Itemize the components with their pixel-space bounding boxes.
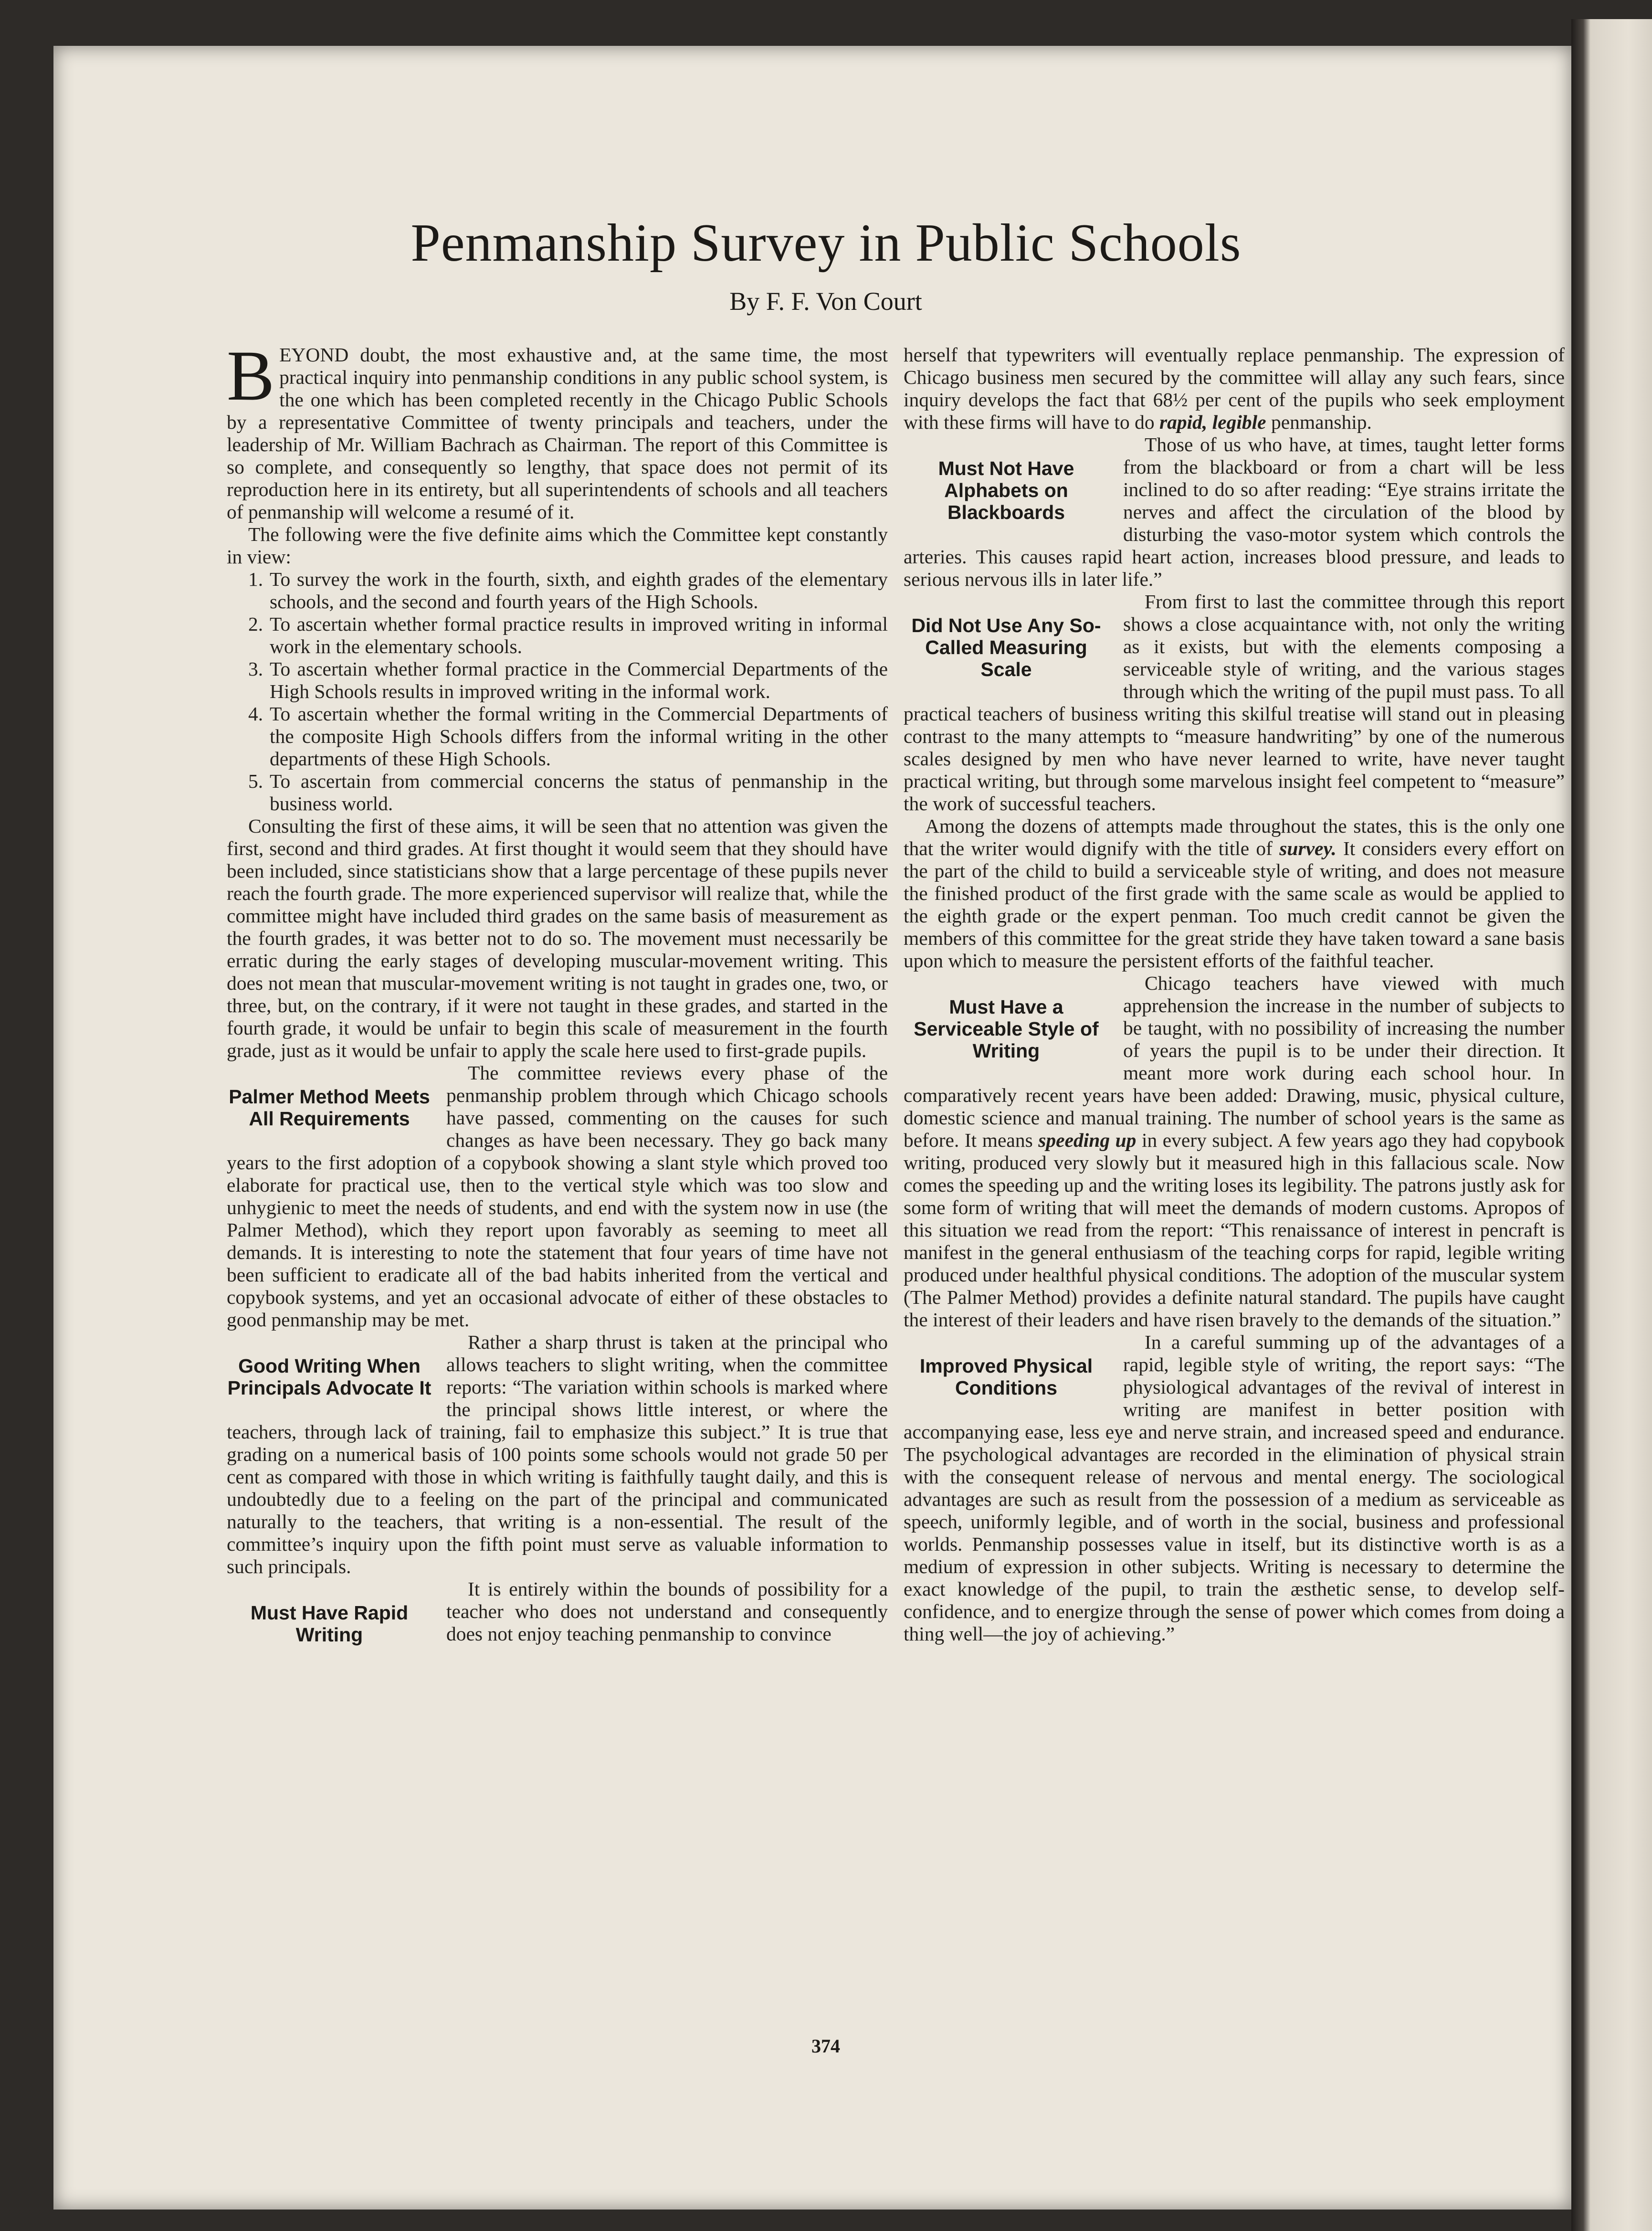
emphasis-text: speeding up (1038, 1129, 1136, 1151)
list-item-text: To survey the work in the fourth, sixth, and eighth grades of the elementary schools, and the second and fourth years of the High Schools. (270, 568, 888, 613)
paragraph-text: penmanship. (1266, 411, 1372, 433)
list-item (227, 658, 888, 703)
list-item-text: To ascertain whether formal practice in the Commercial Departments of the High Schools results in improved writing in the informal work. (270, 658, 888, 702)
list-number: 5. (248, 770, 263, 792)
aims-list (227, 568, 888, 815)
paragraph: The committee reviews every phase of the penmanship problem through which Chicago schools have passed, commenting on the causes for such changes as have been necessary. They go back many years to the first adoption of a copybook showing a slant style which proved too elaborate for practical use, then to the vertical style which was too slow and unhygienic to meet the needs of students, and end with the system now in use (the Palmer Method), which they report upon favorably as seeming to meet all demands. It is interesting to note the statement that four years of time have not been sufficient to eradicate all of the bad habits inherited from the vertical and copybook systems, and yet an occasional advocate of either of these obstacles to good penmanship may be met. (227, 1062, 888, 1331)
paragraph: Rather a sharp thrust is taken at the principal who allows teachers to slight writing, when the committee reports: “The variation within schools is marked where the principal shows little interest, or where the teachers, through lack of training, fail to emphasize this subject.” It is true that grading on a numerical basis of 100 points some schools would not grade 50 per cent as compared with those in which writing is faithfully taught daily, and this is undoubtedly due to a feeling on the part of the principal and communicated naturally to the teachers, that writing is a non-essential. The result of the committee’s inquiry upon the fifth point must serve as valuable information to such principals. (227, 1331, 888, 1577)
side-heading: Must Have a Serviceable Style of Writing (914, 996, 1099, 1062)
list-item (227, 568, 888, 613)
paragraph: From first to last the committee through this report shows a close acquaintance with, not only the writing as it exists, but with the elements composing a serviceable style of writing, and the various stages through which the writing of the pupil must pass. To all practical teachers of business writing this skilful treatise will stand out in pleasing contrast to the many attempts to “measure handwriting” by one of the numerous scales designed by men who have never learned to write, have never taught practical writing, but through some marvelous insight feel competent to “measure” the work of successful teachers. (904, 591, 1565, 814)
list-item-text: To ascertain whether the formal writing in the Commercial Departments of the composite High Schools differs from the informal writing in the other departments of these High Schools. (270, 703, 888, 770)
list-item-text: To ascertain from commercial concerns the status of penmanship in the business world. (270, 770, 888, 814)
page-number: 374 (811, 2035, 840, 2057)
article-title: Penmanship Survey in Public Schools (410, 213, 1242, 273)
emphasis-text: rapid, legible (1159, 411, 1266, 433)
drop-cap: B (227, 336, 275, 415)
list-item (227, 770, 888, 815)
side-heading: Improved Physical Conditions (919, 1355, 1093, 1399)
side-heading: Good Writing When Principals Advocate It (227, 1355, 431, 1399)
paragraph-text: EYOND doubt, the most exhaustive and, at the same time, the most practical inquiry into penmanship conditions in any public school system, is the one which has been completed recently in the Chicago Public Schools by a representative Committee of twenty principals and teachers, under the leadership of Mr. William Bachrach as Chairman. The report of this Committee is so complete, and consequently so lengthy, that space does not permit of its reproduction here in its entirety, but all superintendents of schools and all teachers of penmanship will welcome a resumé of it. (227, 344, 888, 523)
byline: By F. F. Von Court (729, 287, 922, 316)
list-number: 2. (248, 613, 263, 635)
paragraph-text: Chicago teachers have viewed with much apprehension the increase in the number of subjects to be taught, with no possibility of increasing the number of years the pupil is to be under their direction. It meant more work during each school hour. In comparatively recent years have been added: Drawing, music, physical culture, domestic science and manual training. The number of school years is the same as before. It means (904, 972, 1565, 1151)
paragraph: The following were the five definite aims which the Committee kept constantly in view: (227, 523, 888, 568)
list-number: 3. (248, 658, 263, 680)
paragraph-text: herself that typewriters will eventually replace penmanship. The expression of Chicago business men secured by the committee will allay any such fears, since inquiry develops the fact that 68½ per cent of the pupils who seek employment with these firms will have to do (904, 344, 1565, 433)
paragraph-text: It considers every effort on the part of the child to build a serviceable style of writing, and does not measure the finished product of the first grade with the same scale as would be applied to the eighth grade or the expert penman. Too much credit cannot be given the members of this committee for the great stride they have taken toward a sane basis upon which to measure the persistent efforts of the faithful teacher. (904, 837, 1565, 972)
emphasis-text: survey. (1279, 837, 1336, 859)
paragraph (904, 815, 1565, 972)
list-number: 4. (248, 703, 263, 725)
paragraph-text: Among the dozens of attempts made throughout the states, this is the only one that the writer would dignify with the title of (904, 815, 1565, 859)
list-item-text: To ascertain whether formal practice results in improved writing in informal work in the elementary schools. (270, 613, 888, 657)
side-heading: Must Have Rapid Writing (250, 1602, 409, 1646)
list-item (227, 703, 888, 770)
paragraph-text: in every subject. A few years ago they had copybook writing, produced very slowly but it measured high in this fallacious scale. Now comes the speeding up and the writing loses its legibility. The patrons justly ask for some form of writing that will meet the demands of modern customs. Apropos of this situation we read from the report: “This renaissance of interest in pencraft is manifest in the general enthusiasm of the teaching corps for rapid, legible writing produced under healthful physical conditions. The adoption of the muscular system (The Palmer Method) provides a definite natural standard. The pupils have caught the interest of their leaders and have risen bravely to the demands of the situation.” (904, 1129, 1565, 1331)
left-column (227, 336, 888, 1650)
right-column (904, 344, 1565, 1645)
paragraph: It is entirely within the bounds of possibility for a teacher who does not understand and consequently does not enjoy teaching penmanship to convince (446, 1578, 888, 1645)
list-number: 1. (248, 568, 263, 590)
paragraph (227, 336, 888, 523)
paragraph: Consulting the first of these aims, it will be seen that no attention was given the first, second and third grades. At first thought it would seem that they should have been included, since statisticians show that a large percentage of these pupils never reach the fourth grade. The more experienced supervisor will realize that, while the committee might have included third grades on the same basis of measurement as the fourth grades, it was better not to do so. The movement must necessarily be erratic during the early stages of developing muscular-movement writing. This does not mean that muscular-movement writing is not taught in grades one, two, or three, but, on the contrary, if it were not taught in these grades, and started in the fourth grade, it would be unfair to begin this scale of measurement in the fourth grade, just as it would be unfair to apply the scale here used to first-grade pupils. (227, 815, 888, 1061)
side-heading: Palmer Method Meets All Requirements (229, 1086, 430, 1130)
paragraph (904, 344, 1565, 434)
paragraph: In a careful summing up of the advantages of a rapid, legible style of writing, the report says: “The physiological advantages of the revival of interest in writing are manifest in better position with accompanying ease, less eye and nerve strain, and increased speed and endurance. The psychological advantages are recorded in the elimination of physical strain with the consequent release of nervous and mental energy. The sociological advantages are such as result from the possession of a medium as serviceable as speech, uniformly legible, and of worth in the social, business and professional worlds. Penmanship possesses value in itself, but its distinctive worth is as a medium of expression in other subjects. Writing is necessary to determine the exact knowledge of the pupil, to train the æsthetic sense, to develop self-confidence, and to energize through the sense of power which comes from doing a thing well—the joy of achieving.” (904, 1331, 1565, 1645)
side-heading: Must Not Have Alphabets on Blackboards (938, 457, 1074, 523)
facing-page-edge (1571, 19, 1652, 2231)
paragraph: Those of us who have, at times, taught letter forms from the blackboard or from a chart will be less inclined to do so after reading: “Eye strains irritate the nerves and affect the circulation of the blood by disturbing the vaso-motor system which controls the arteries. This causes rapid heart action, increases blood pressure, and leads to serious nervous ills in later life.” (904, 434, 1565, 590)
list-item (227, 613, 888, 658)
side-heading: Did Not Use Any So-Called Measuring Scale (911, 614, 1101, 680)
